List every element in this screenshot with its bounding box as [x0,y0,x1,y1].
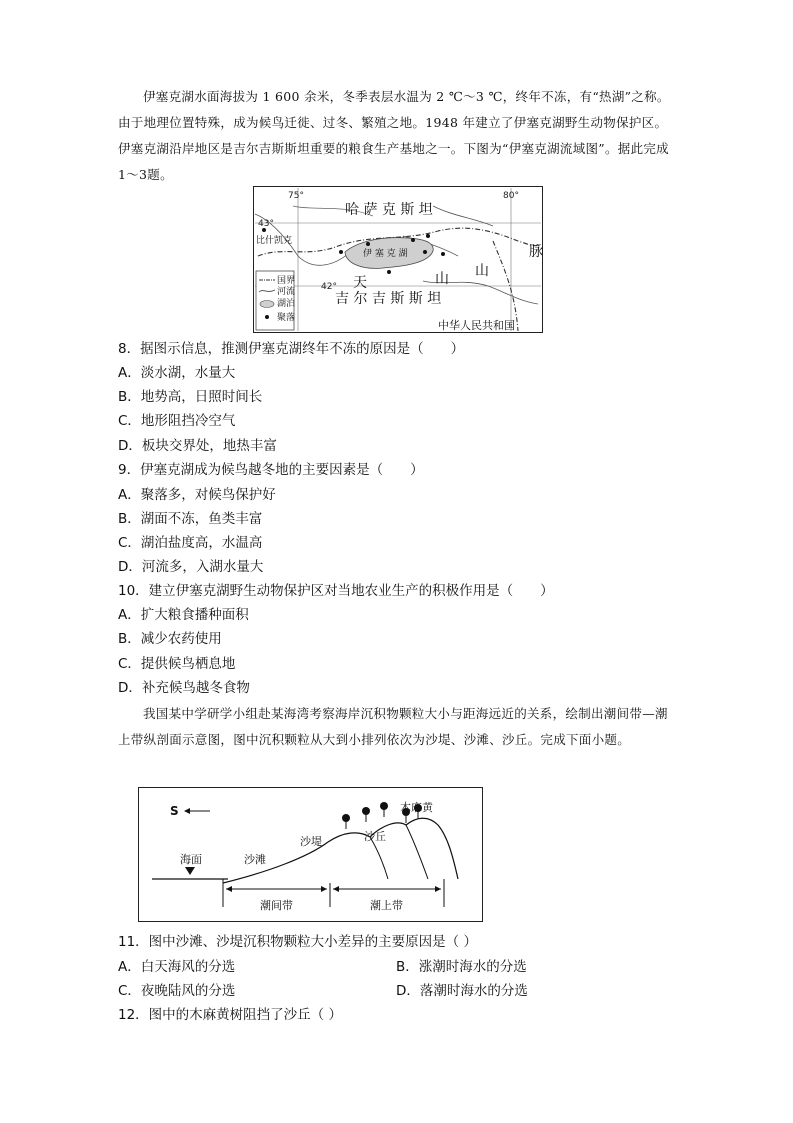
q8-option-d: D．板块交界处，地热丰富 [118,438,277,454]
q9-option-b: B．湖面不冻，鱼类丰富 [118,511,263,527]
mountain-label: 山 [475,263,489,279]
passage-text: 我国某中学研学小组赴某海湾考察海岸沉积物颗粒大小与距海远近的关系，绘制出潮间带—潮上带纵剖面示意图，图中沉积颗粒从大到小排列依次为沙堤、沙滩、沙丘。完成下面小题。 [118,706,668,747]
question-11-stem: 11．图中沙滩、沙堤沉积物颗粒大小差异的主要原因是（ ） [118,934,477,950]
settlement-dot [423,250,427,254]
passage-isaik-lake [118,84,678,188]
lake-label: 伊 塞 克 湖 [363,249,408,259]
legend-settlement: 聚落 [277,313,296,323]
q10-option-a: A．扩大粮食播种面积 [118,607,249,623]
mountain-label: 天 [353,275,367,291]
mountain-label: 脉 [529,244,543,260]
settlement-dot [426,234,430,238]
beach-label: 沙滩 [244,853,266,866]
supratidal-label: 潮上带 [370,899,403,912]
question-9-stem: 9．伊塞克湖成为候鸟越冬地的主要因素是（ ） [118,462,424,478]
q11-option-a: A．白天海风的分选 [118,959,236,975]
q9-option-a: A．聚落多，对候鸟保护好 [118,487,276,503]
q11-option-d: D．落潮时海水的分选 [396,983,528,999]
q8-option-c: C．地形阻挡冷空气 [118,413,236,429]
q9-option-c: C．湖泊盐度高，水温高 [118,535,263,551]
lat-label: 43° [258,219,274,229]
country-label-kazakhstan: 哈 萨 克 斯 坦 [345,202,433,218]
q8-option-a: A．淡水湖，水量大 [118,365,236,381]
settlement-dot [441,252,445,256]
lon-label: 80° [503,191,519,201]
q11-option-b: B．涨潮时海水的分选 [396,959,527,975]
legend-lake: 湖泊 [277,299,296,309]
settlement-dot [387,270,391,274]
country-label-china: 中华人民共和国 [438,319,515,332]
settlement-dot [366,242,370,246]
passage-coastal-sediment [118,701,678,753]
direction-label: S [170,804,179,818]
settlement-dot [411,238,415,242]
q10-option-c: C．提供候鸟栖息地 [118,656,236,672]
q8-option-b: B．地势高，日照时间长 [118,389,263,405]
lon-label: 75° [288,191,304,201]
q10-option-b: B．减少农药使用 [118,631,222,647]
q11-option-c: C．夜晚陆风的分选 [118,983,236,999]
city-label-bishkek: 比什凯克 [256,236,293,246]
question-12-stem: 12．图中的木麻黄树阻挡了沙丘（ ） [118,1007,342,1023]
legend-border: 国界 [277,276,296,286]
sea-surface-label: 海面 [180,853,202,866]
isaik-lake-basin-map [253,186,543,333]
question-10-stem: 10．建立伊塞克湖野生动物保护区对当地农业生产的积极作用是（ ） [118,583,554,599]
legend-river: 河流 [277,287,296,297]
coastal-profile-diagram [138,787,483,922]
lat-label: 42° [321,282,337,292]
settlement-dot [339,250,343,254]
profile-svg [138,787,483,922]
q10-option-d: D．补充候鸟越冬食物 [118,680,250,696]
mountain-label: 山 [435,271,449,287]
question-8-stem: 8．据图示信息，推测伊塞克湖终年不冻的原因是（ ） [118,341,465,357]
tree-label: 木麻黄 [400,801,433,814]
map-svg [253,186,543,333]
q9-option-d: D．河流多，入湖水量大 [118,559,264,575]
dune-label: 沙丘 [364,830,386,843]
dike-label: 沙堤 [300,835,322,848]
country-label-kyrgyzstan: 吉 尔 吉 斯 斯 坦 [335,291,442,307]
map-legend [256,271,295,330]
intertidal-label: 潮间带 [260,899,293,912]
passage-text: 伊塞克湖水面海拔为 1 600 余米，冬季表层水温为 2 ℃～3 ℃，终年不冻，有“热湖”之称。由于地理位置特殊，成为候鸟迁徙、过冬、繁殖之地。1948 年建立了伊塞克湖野生动物保护区。伊塞克湖沿岸地区是吉尔吉斯斯坦重要的粮食生产基地之一。下图为“伊塞克湖流域图”。据此完成 1～3题。 [118,89,670,182]
